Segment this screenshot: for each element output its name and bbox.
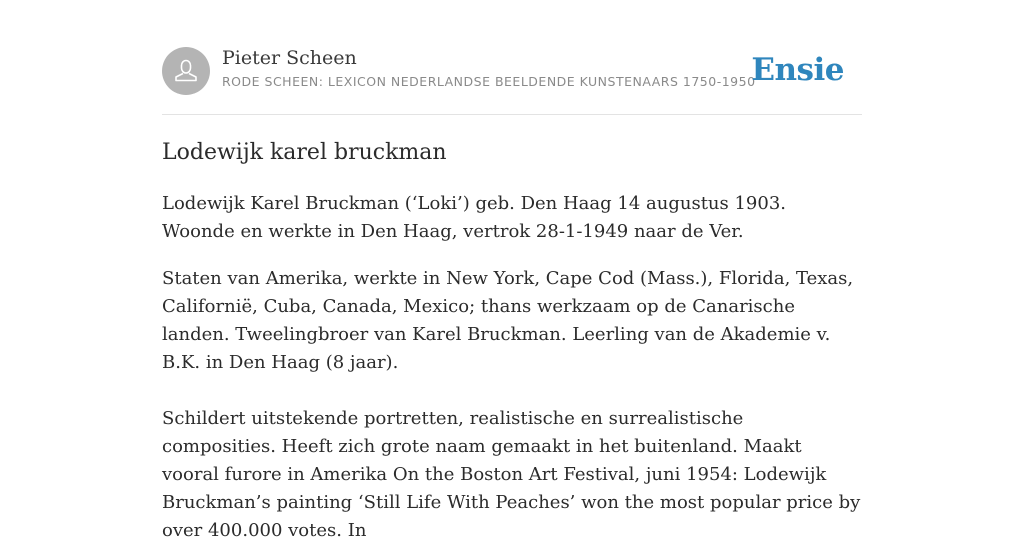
paragraph: Schildert uitstekende portretten, realistische en surrealistische composities. Heeft zich grote naam gemaakt in het buitenland. Maakt vooral furore in Amerika On the Boston Art Festival, juni 1954: Lodewijk Bruckman’s painting ‘Still Life With Peaches’ won the most popular price by over 400.000 votes. In <box>162 408 861 541</box>
source-publication[interactable]: RODE SCHEEN: LEXICON NEDERLANDSE BEELDENDE KUNSTENAARS 1750-1950 <box>222 74 756 89</box>
author-name[interactable]: Pieter Scheen <box>222 47 357 69</box>
avatar-silhouette <box>162 47 210 95</box>
ensie-logo[interactable]: Ensie <box>751 52 844 88</box>
paragraph: Staten van Amerika, werkte in New York, Cape Cod (Mass.), Florida, Texas, Californië, Cuba, Canada, Mexico; thans werkzaam op de Canarische landen. Tweelingbroer van Karel Bruckman. Leerling van de Akademie v. B.K. in Den Haag (8 jaar). <box>162 268 854 373</box>
article-header <box>162 46 862 115</box>
user-icon[interactable] <box>162 47 210 95</box>
article-title: Lodewijk karel bruckman <box>162 140 447 165</box>
article-body <box>162 190 862 545</box>
paragraph: Lodewijk Karel Bruckman (‘Loki’) geb. Den Haag 14 augustus 1903. Woonde en werkte in Den Haag, vertrok 28-1-1949 naar de Ver. <box>162 193 787 242</box>
